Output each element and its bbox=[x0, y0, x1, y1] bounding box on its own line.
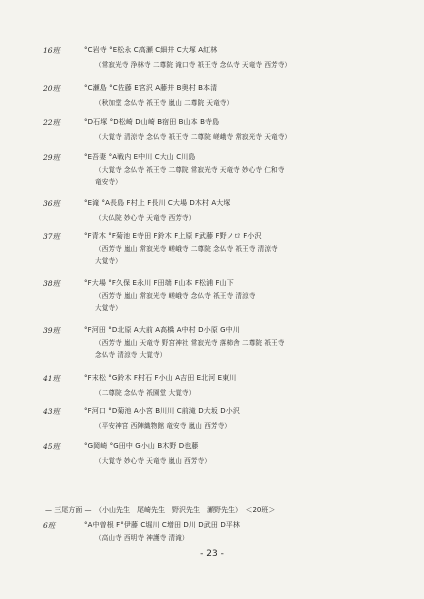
group-label: 39班 bbox=[43, 326, 61, 335]
group-members: °E吾妻 °A戦内 E中川 C大山 C川島 bbox=[84, 153, 196, 161]
group-temples-line: （秋加堂 念仏寺 祇王寺 嵐山 二尊院 天竜寺） bbox=[95, 99, 234, 107]
group-members: °F大場 °F久保 E永川 F田端 F山本 F松浦 F山下 bbox=[84, 279, 234, 287]
group-label: 38班 bbox=[43, 279, 61, 288]
group-temples-line: （大覚寺 清涼寺 念仏寺 祇王寺 二尊院 嵯峨寺 常寂光寺 天竜寺） bbox=[95, 133, 292, 141]
group-members: °E滝 °A長島 F村上 F長川 C大場 D木村 A大塚 bbox=[84, 199, 231, 207]
group-temples-line: 大覚寺） bbox=[95, 257, 122, 265]
page-number: - 23 - bbox=[200, 549, 224, 559]
group-temples-line: （西芳寺 嵐山 天竜寺 野宮神社 常寂光寺 落柿舎 二尊院 祇王寺 bbox=[95, 339, 285, 347]
group-temples-line: （常寂光寺 浄林寺 二尊院 滝口寺 祇王寺 念仏寺 天竜寺 西芳寺） bbox=[95, 61, 292, 69]
group-members: °C岩寺 °E松永 C高瀬 C細井 C大塚 A紅林 bbox=[84, 46, 218, 54]
group-temples-line: （大覚寺 念仏寺 祇王寺 二尊院 常寂光寺 天竜寺 妙心寺 仁和寺 bbox=[95, 166, 285, 174]
group-temples-line: （西芳寺 嵐山 常寂光寺 嵯峨寺 念仏寺 祇王寺 清涼寺 bbox=[95, 292, 256, 300]
group-members: °F末松 °G鈴木 F村石 F小山 A吉田 E北河 E東川 bbox=[84, 374, 237, 382]
group-members: °F青木 °F菊池 E寺田 F鈴木 F上原 F武藤 F野ノロ F小沢 bbox=[84, 232, 262, 240]
group-label: 29班 bbox=[43, 153, 61, 162]
group-temples-line: 念仏寺 清涼寺 大覚寺） bbox=[95, 351, 167, 359]
group-temples-line: 大覚寺） bbox=[95, 304, 122, 312]
group-members: °F河口 °D菊池 A小宮 B川川 C前滝 D大坂 D小沢 bbox=[84, 407, 240, 415]
group-members: °D石塚 °D松崎 D山崎 B宿田 B山本 B寺島 bbox=[84, 118, 220, 126]
group-temples-line: （高山寺 西明寺 神護寺 清滝） bbox=[95, 534, 189, 542]
group-label: 20班 bbox=[43, 84, 61, 93]
group-label: 41班 bbox=[43, 374, 61, 383]
group-temples-line: （西芳寺 嵐山 常寂光寺 嵯峨寺 二尊院 念仏寺 祇王寺 清涼寺 bbox=[95, 245, 278, 253]
group-members: °A中曽根 F°伊藤 C堀川 C增田 D川 D武田 D平林 bbox=[84, 521, 241, 529]
group-temples-line: （大仏院 妙心寺 天竜寺 西芳寺） bbox=[95, 214, 196, 222]
group-label: 16班 bbox=[43, 46, 61, 55]
group-temples-line: （二尊院 念仏寺 祇園堂 大覚寺） bbox=[95, 389, 196, 397]
group-label: 6班 bbox=[43, 521, 56, 530]
group-label: 43班 bbox=[43, 407, 61, 416]
group-label: 45班 bbox=[43, 442, 61, 451]
group-label: 36班 bbox=[43, 199, 61, 208]
group-temples-line: （平安神宮 西陣織物館 竜安寺 嵐山 西芳寺） bbox=[95, 422, 231, 430]
section-title: — 三尾方面 — （小山先生 尾崎先生 野沢先生 瀬野先生） ＜20班＞ bbox=[45, 506, 276, 514]
group-members: °C瀬島 °C佐藤 E宮沢 A藤井 B奥村 B本清 bbox=[84, 84, 218, 92]
group-members: °G岡崎 °G田中 G小山 B木野 D也藤 bbox=[84, 442, 199, 450]
group-temples-line: 竜安寺） bbox=[95, 178, 122, 186]
group-label: 22班 bbox=[43, 118, 61, 127]
group-label: 37班 bbox=[43, 232, 61, 241]
group-members: °F河田 °D北原 A大前 A高橋 A中村 D小原 G中川 bbox=[84, 326, 240, 334]
group-temples-line: （大覚寺 妙心寺 天竜寺 嵐山 西芳寺） bbox=[95, 457, 211, 465]
